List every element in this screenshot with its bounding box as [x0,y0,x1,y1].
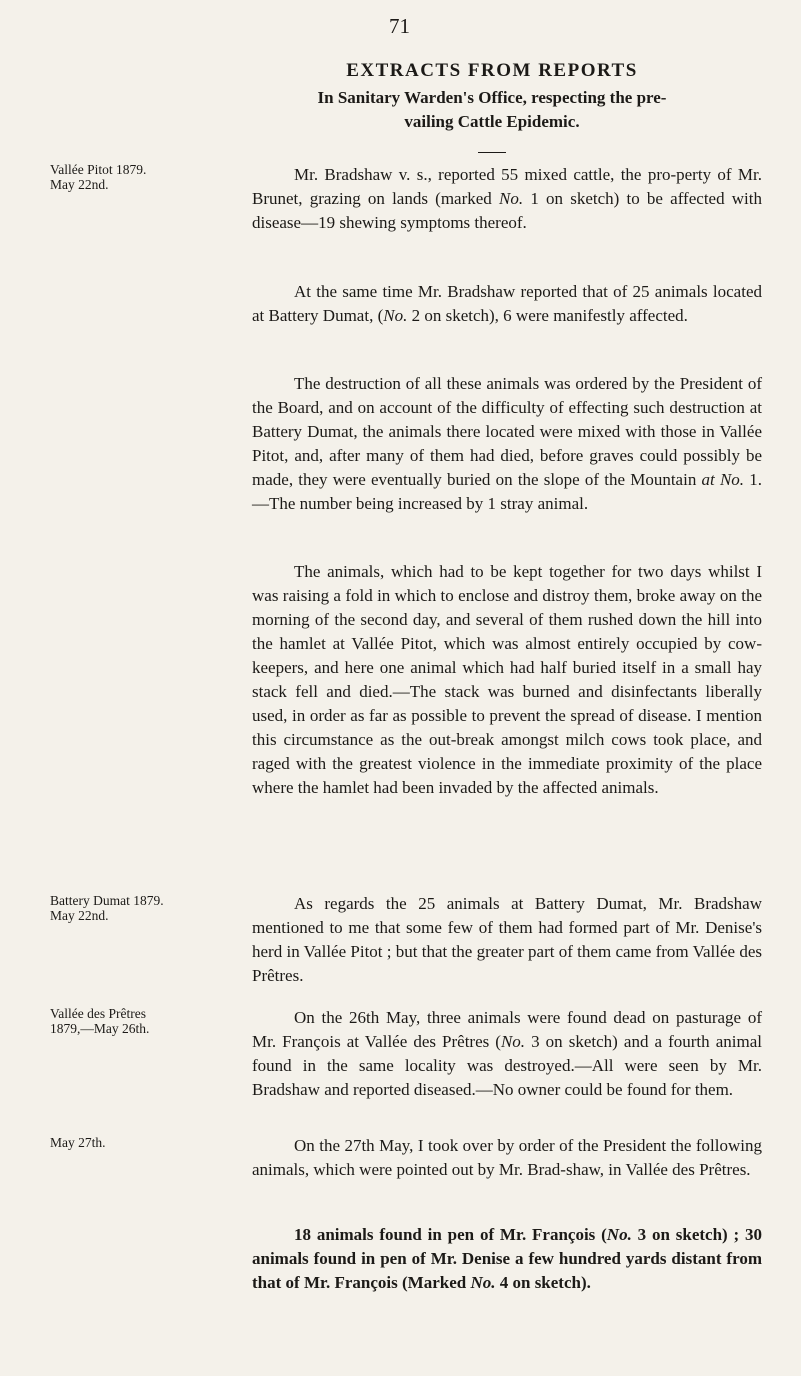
page-title: EXTRACTS FROM REPORTS [346,60,638,81]
margin-note-line: Vallée des Prêtres [50,1006,146,1021]
paragraph [252,280,762,328]
paragraph [252,1006,762,1102]
paragraph [252,1134,762,1182]
text: 3 on sketch) and a fourth animal found in the same locality was destroyed.—All were seen by Mr. Bradshaw and reported diseased.—No owner could be found for them. [252,1032,762,1099]
text: Mr. Bradshaw v. s., reported 55 mixed cattle, the pro-perty of Mr. Brunet, grazing on lands (marked [252,165,762,208]
text: 1.—The number being increased by 1 stray animal. [252,470,762,513]
subtitle-line-2: vailing Cattle Epidemic. [404,112,580,131]
margin-note-line: May 22nd. [50,908,109,923]
margin-note-line: 1879,—May 26th. [50,1021,150,1036]
margin-note-may-27 [50,1135,210,1150]
paragraph [252,560,762,800]
text-italic: No. [470,1273,496,1292]
subtitle-line-1: In Sanitary Warden's Office, respecting the pre- [317,88,667,107]
paragraph [252,892,762,988]
text: 3 on sketch) ; 30 animals found in pen of Mr. Denise a few hundred yards distant from that of Mr. François (Marked [252,1225,762,1292]
margin-note-line: May 22nd. [50,177,109,192]
text-italic: No. [606,1225,632,1244]
paragraph [252,163,762,235]
margin-note-battery-dumat [50,893,210,923]
text-italic: No. [499,189,524,208]
text: The animals, which had to be kept together for two days whilst I was raising a fold in which to enclose and distroy them, broke away on the morning of the second day, and several of them rushed down the hill into the hamlet at Vallée Pitot, which was almost entirely occupied by cow-keepers, and here one animal which had half buried itself in a small hay stack fell and died.—The stack was burned and disinfectants liberally used, in order as far as possible to prevent the spread of disease. I mention this circumstance as the out-break amongst milch cows took place, and raged with the greatest violence in the immediate proximity of the place where the hamlet had been invaded by the affected animals. [252,562,762,797]
margin-note-vallee-des-pretres [50,1006,210,1036]
paragraph [252,1223,762,1295]
margin-note-line: Battery Dumat 1879. [50,893,164,908]
text-italic: No. [383,306,408,325]
text: On the 27th May, I took over by order of the President the following animals, which were pointed out by Mr. Brad-shaw, in Vallée des Prêtres. [252,1136,762,1179]
paragraph [252,372,762,516]
text-italic: at No. [701,470,745,489]
text: At the same time Mr. Bradshaw reported that of 25 animals located at Battery Dumat, ( [252,282,762,325]
page-subtitle [232,86,752,134]
title-rule [478,152,506,153]
margin-note-line: May 27th. [50,1135,106,1150]
text: The destruction of all these animals was ordered by the President of the Board, and on account of the difficulty of effecting such destruction at Battery Dumat, the animals there located were mixed with those in Vallée Pitot, and, after many of them had died, before graves could possibly be made, they were eventually buried on the slope of the Mountain [252,374,762,489]
text: On the 26th May, three animals were found dead on pasturage of Mr. François at Vallée des Prêtres ( [252,1008,762,1051]
margin-note-line: Vallée Pitot 1879. [50,162,147,177]
text: 2 on sketch), 6 were manifestly affected. [411,306,688,325]
text-italic: No. [500,1032,526,1051]
page-number: 71 [389,14,410,38]
text: 18 animals found in pen of Mr. François ( [294,1225,607,1244]
text: 4 on sketch). [499,1273,591,1292]
text: 1 on sketch) to be affected with disease—19 shewing symptoms thereof. [252,189,763,232]
margin-note-vallee-pitot [50,162,210,192]
text: As regards the 25 animals at Battery Dumat, Mr. Bradshaw mentioned to me that some few of them had formed part of Mr. Denise's herd in Vallée Pitot ; but that the greater part of them came from Vallée des Prêtres. [252,894,762,985]
